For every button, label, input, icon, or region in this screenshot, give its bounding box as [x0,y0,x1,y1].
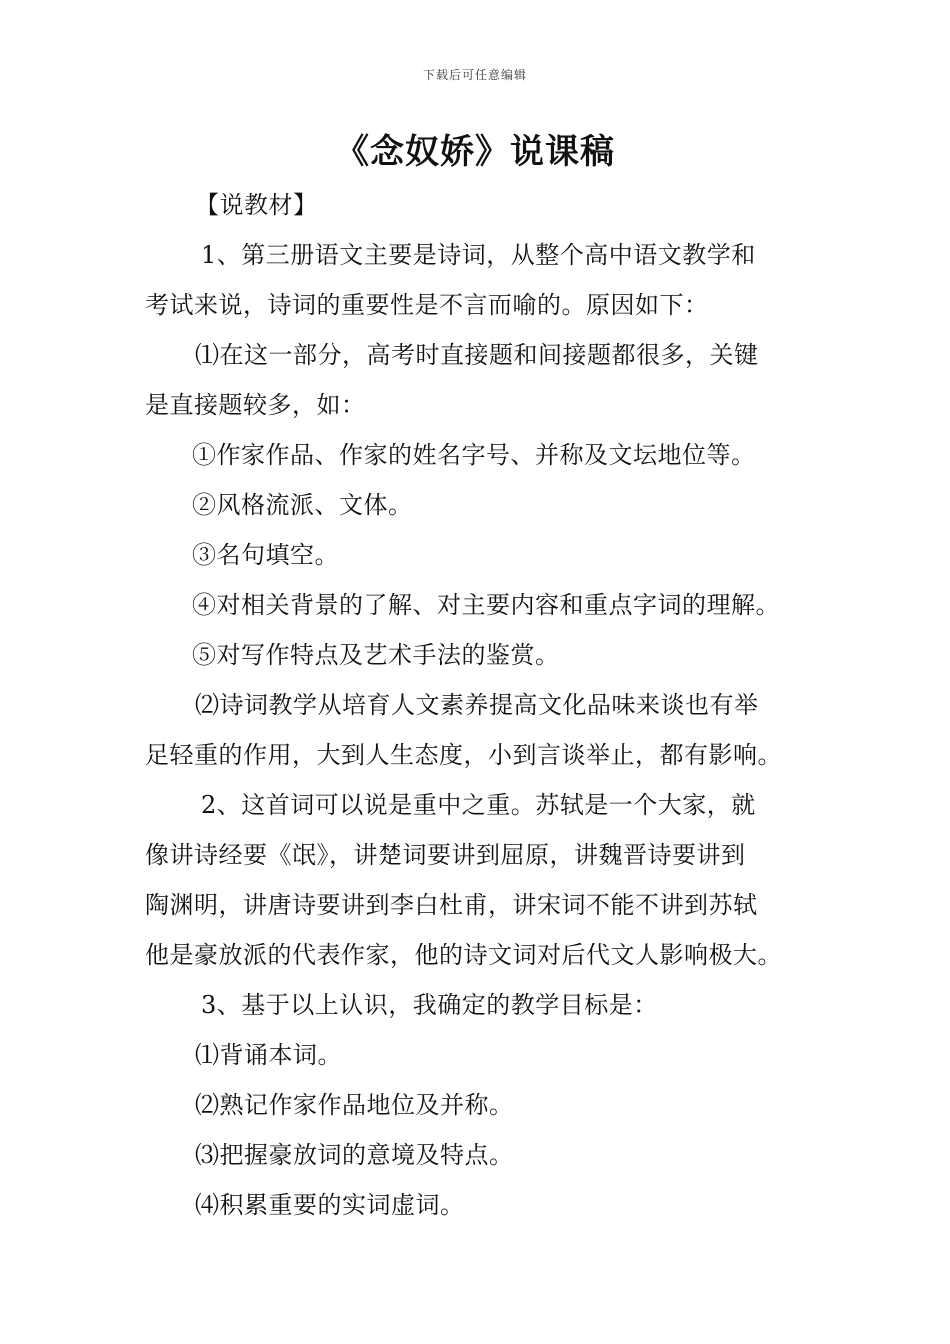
paragraph-line: 2、这首词可以说是重中之重。苏轼是一个大家，就 [201,791,756,819]
paragraph-line: 考试来说，诗词的重要性是不言而喻的。原因如下： [145,291,709,319]
list-item: ⑤对写作特点及艺术手法的鉴赏。 [192,641,560,669]
section-heading: 【说教材】 [195,191,318,219]
paragraph-line: 足轻重的作用，大到人生态度，小到言谈举止，都有影响。 [145,741,782,769]
document-body [145,180,810,1230]
paragraph-line: 陶渊明，讲唐诗要讲到李白杜甫，讲宋词不能不讲到苏轼 [145,891,758,919]
list-item: ②风格流派、文体。 [192,491,413,519]
list-item: ①作家作品、作家的姓名字号、并称及文坛地位等。 [192,441,756,469]
paragraph-line: 1、第三册语文主要是诗词，从整个高中语文教学和 [201,241,756,269]
paragraph-line: ⑵诗词教学从培育人文素养提高文化品味来谈也有举 [195,691,759,719]
list-item: ⑷积累重要的实词虚词。 [195,1191,465,1219]
page-title: 《念奴娇》说课稿 [335,132,615,172]
list-item: ⑴背诵本词。 [195,1041,342,1069]
paragraph-line: 3、基于以上认识，我确定的教学目标是： [201,991,658,1019]
list-item: ③名句填空。 [192,541,339,569]
list-item: ⑶把握豪放词的意境及特点。 [195,1141,514,1169]
list-item: ⑵熟记作家作品地位及并称。 [195,1091,514,1119]
paragraph-line: ⑴在这一部分，高考时直接题和间接题都很多，关键 [195,341,759,369]
paragraph-line: 是直接题较多，如： [145,391,366,419]
paragraph-line: 像讲诗经要《氓》，讲楚词要讲到屈原，讲魏晋诗要讲到 [145,841,746,869]
list-item: ④对相关背景的了解、对主要内容和重点字词的理解。 [192,591,780,619]
header-note: 下载后可任意编辑 [422,68,527,82]
paragraph-line: 他是豪放派的代表作家，他的诗文词对后代文人影响极大。 [145,941,782,969]
